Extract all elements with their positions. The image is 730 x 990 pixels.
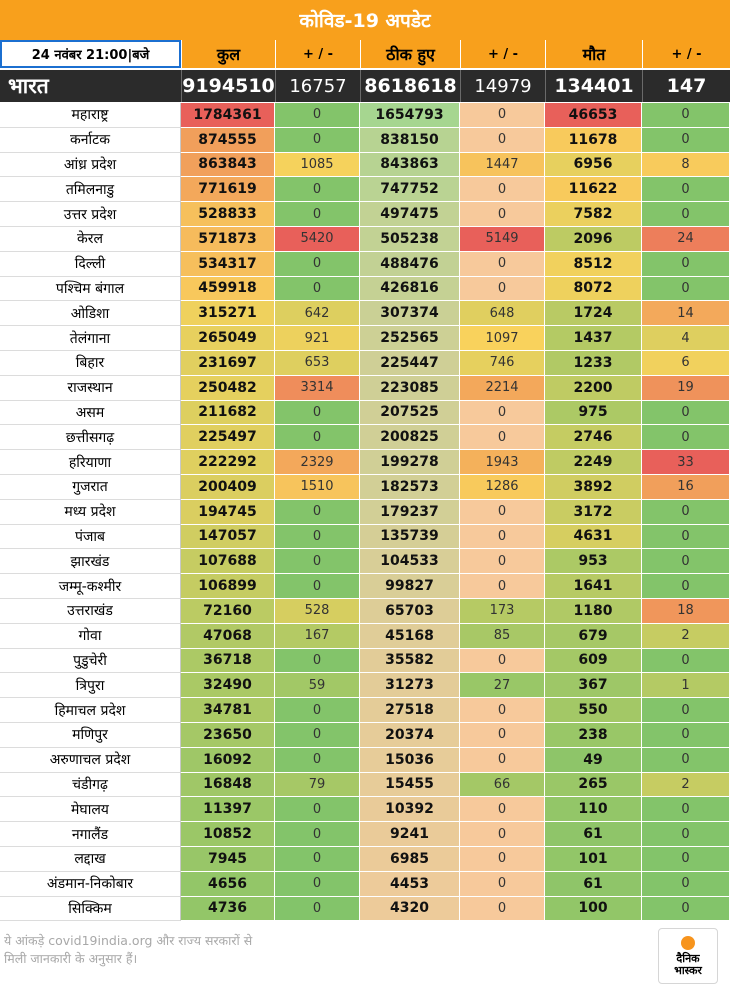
total-cases: 863843 — [181, 153, 275, 178]
deaths-delta: 0 — [642, 822, 730, 847]
state-name: आंध्र प्रदेश — [0, 153, 181, 178]
recovered: 838150 — [360, 128, 460, 153]
state-name: कर्नाटक — [0, 128, 181, 153]
total-delta: 0 — [275, 103, 360, 128]
total-delta: 1085 — [275, 153, 360, 178]
recovered-delta: 0 — [460, 277, 545, 302]
recovered: 426816 — [360, 277, 460, 302]
table-row — [0, 872, 730, 897]
deaths: 1641 — [545, 574, 642, 599]
state-name: बिहार — [0, 351, 181, 376]
deaths-delta: 6 — [642, 351, 730, 376]
national-recovered-delta: 14979 — [460, 70, 545, 102]
recovered: 223085 — [360, 376, 460, 401]
deaths: 8512 — [545, 252, 642, 277]
deaths-delta: 0 — [642, 797, 730, 822]
source-note — [4, 932, 344, 968]
state-name: गुजरात — [0, 475, 181, 500]
deaths: 2200 — [545, 376, 642, 401]
deaths: 100 — [545, 897, 642, 922]
recovered-delta: 648 — [460, 301, 545, 326]
recovered-delta: 1447 — [460, 153, 545, 178]
page-title: कोविड-19 अपडेट — [0, 0, 730, 40]
total-delta: 0 — [275, 401, 360, 426]
source-note-line-1: ये आंकड़े covid19india.org और राज्य सरकारों से — [4, 933, 253, 948]
table-row — [0, 351, 730, 376]
table-row — [0, 401, 730, 426]
state-name: उत्तराखंड — [0, 599, 181, 624]
deaths: 7582 — [545, 202, 642, 227]
total-delta: 3314 — [275, 376, 360, 401]
logo-line-1: दैनिक — [676, 951, 700, 965]
deaths: 110 — [545, 797, 642, 822]
total-cases: 34781 — [181, 698, 275, 723]
dainik-bhaskar-logo — [658, 928, 718, 984]
total-delta: 0 — [275, 723, 360, 748]
deaths: 1233 — [545, 351, 642, 376]
table-row — [0, 500, 730, 525]
deaths-delta: 0 — [642, 425, 730, 450]
deaths-delta: 0 — [642, 103, 730, 128]
table-row — [0, 475, 730, 500]
table-row — [0, 128, 730, 153]
table-row — [0, 698, 730, 723]
deaths-delta: 2 — [642, 773, 730, 798]
state-name: लद्दाख — [0, 847, 181, 872]
total-delta: 0 — [275, 574, 360, 599]
total-cases: 23650 — [181, 723, 275, 748]
table-row — [0, 252, 730, 277]
total-cases: 200409 — [181, 475, 275, 500]
state-name: अरुणाचल प्रदेश — [0, 748, 181, 773]
total-cases: 11397 — [181, 797, 275, 822]
total-delta: 2329 — [275, 450, 360, 475]
recovered-delta: 0 — [460, 748, 545, 773]
total-delta: 0 — [275, 549, 360, 574]
total-delta: 0 — [275, 128, 360, 153]
recovered: 4453 — [360, 872, 460, 897]
deaths-delta: 2 — [642, 624, 730, 649]
recovered: 207525 — [360, 401, 460, 426]
total-cases: 534317 — [181, 252, 275, 277]
recovered-delta: 0 — [460, 177, 545, 202]
deaths-delta: 0 — [642, 277, 730, 302]
deaths: 11622 — [545, 177, 642, 202]
recovered-delta: 0 — [460, 425, 545, 450]
deaths-delta: 0 — [642, 847, 730, 872]
recovered-delta: 0 — [460, 649, 545, 674]
total-delta: 0 — [275, 822, 360, 847]
table-row — [0, 153, 730, 178]
table-row — [0, 797, 730, 822]
total-cases: 1784361 — [181, 103, 275, 128]
state-name: हिमाचल प्रदेश — [0, 698, 181, 723]
deaths-delta: 0 — [642, 128, 730, 153]
recovered: 307374 — [360, 301, 460, 326]
deaths-delta: 24 — [642, 227, 730, 252]
total-cases: 4736 — [181, 897, 275, 922]
state-name: छत्तीसगढ़ — [0, 425, 181, 450]
deaths: 6956 — [545, 153, 642, 178]
recovered: 505238 — [360, 227, 460, 252]
national-total-delta: 16757 — [275, 70, 360, 102]
deaths-delta: 16 — [642, 475, 730, 500]
total-cases: 16848 — [181, 773, 275, 798]
recovered: 27518 — [360, 698, 460, 723]
total-cases: 16092 — [181, 748, 275, 773]
deaths-delta: 0 — [642, 202, 730, 227]
recovered: 1654793 — [360, 103, 460, 128]
recovered-delta: 0 — [460, 574, 545, 599]
deaths: 61 — [545, 872, 642, 897]
total-delta: 921 — [275, 326, 360, 351]
table-row — [0, 177, 730, 202]
table-row — [0, 450, 730, 475]
deaths-delta: 0 — [642, 177, 730, 202]
recovered-delta: 66 — [460, 773, 545, 798]
national-row — [0, 70, 730, 102]
recovered-delta: 0 — [460, 797, 545, 822]
total-delta: 5420 — [275, 227, 360, 252]
table-row — [0, 103, 730, 128]
date-label: 24 नवंबर 21:00|बजे — [0, 40, 181, 68]
national-recovered: 8618618 — [360, 70, 460, 102]
state-name: झारखंड — [0, 549, 181, 574]
deaths: 11678 — [545, 128, 642, 153]
state-name: तेलंगाना — [0, 326, 181, 351]
deaths-delta: 0 — [642, 549, 730, 574]
recovered: 747752 — [360, 177, 460, 202]
deaths: 238 — [545, 723, 642, 748]
recovered-delta: 0 — [460, 897, 545, 922]
recovered-delta: 0 — [460, 525, 545, 550]
total-cases: 528833 — [181, 202, 275, 227]
table-row — [0, 227, 730, 252]
table-row — [0, 425, 730, 450]
header-recovered: ठीक हुए — [360, 40, 460, 68]
deaths-delta: 0 — [642, 872, 730, 897]
recovered: 182573 — [360, 475, 460, 500]
table-row — [0, 649, 730, 674]
state-name: अंडमान-निकोबार — [0, 872, 181, 897]
recovered-delta: 1943 — [460, 450, 545, 475]
state-name: त्रिपुरा — [0, 673, 181, 698]
total-delta: 0 — [275, 649, 360, 674]
header-recovered-delta: + / - — [460, 40, 545, 68]
total-delta: 167 — [275, 624, 360, 649]
state-name: उत्तर प्रदेश — [0, 202, 181, 227]
recovered-delta: 1097 — [460, 326, 545, 351]
deaths-delta: 0 — [642, 897, 730, 922]
table-row — [0, 202, 730, 227]
state-name: पंजाब — [0, 525, 181, 550]
recovered: 104533 — [360, 549, 460, 574]
total-cases: 231697 — [181, 351, 275, 376]
table-row — [0, 525, 730, 550]
source-note-line-2: मिली जानकारी के अनुसार हैं। — [4, 951, 138, 966]
deaths: 679 — [545, 624, 642, 649]
deaths-delta: 19 — [642, 376, 730, 401]
table-row — [0, 624, 730, 649]
state-name: पुडुचेरी — [0, 649, 181, 674]
recovered: 252565 — [360, 326, 460, 351]
deaths: 1437 — [545, 326, 642, 351]
total-delta: 0 — [275, 500, 360, 525]
total-delta: 79 — [275, 773, 360, 798]
table-row — [0, 301, 730, 326]
table-row — [0, 277, 730, 302]
deaths: 1180 — [545, 599, 642, 624]
total-cases: 4656 — [181, 872, 275, 897]
deaths-delta: 0 — [642, 500, 730, 525]
recovered: 4320 — [360, 897, 460, 922]
total-delta: 1510 — [275, 475, 360, 500]
recovered: 65703 — [360, 599, 460, 624]
recovered: 135739 — [360, 525, 460, 550]
total-cases: 7945 — [181, 847, 275, 872]
deaths-delta: 1 — [642, 673, 730, 698]
state-name: गोवा — [0, 624, 181, 649]
deaths: 8072 — [545, 277, 642, 302]
recovered: 179237 — [360, 500, 460, 525]
recovered: 9241 — [360, 822, 460, 847]
total-delta: 0 — [275, 698, 360, 723]
recovered-delta: 0 — [460, 500, 545, 525]
recovered-delta: 0 — [460, 847, 545, 872]
header-deaths: मौत — [545, 40, 642, 68]
recovered-delta: 0 — [460, 822, 545, 847]
total-cases: 315271 — [181, 301, 275, 326]
deaths-delta: 0 — [642, 698, 730, 723]
deaths-delta: 18 — [642, 599, 730, 624]
table-row — [0, 773, 730, 798]
table-row — [0, 748, 730, 773]
total-cases: 36718 — [181, 649, 275, 674]
total-delta: 653 — [275, 351, 360, 376]
recovered: 45168 — [360, 624, 460, 649]
total-cases: 225497 — [181, 425, 275, 450]
total-delta: 642 — [275, 301, 360, 326]
recovered-delta: 1286 — [460, 475, 545, 500]
table-row — [0, 847, 730, 872]
table-row — [0, 723, 730, 748]
deaths: 609 — [545, 649, 642, 674]
total-cases: 10852 — [181, 822, 275, 847]
total-delta: 528 — [275, 599, 360, 624]
recovered: 200825 — [360, 425, 460, 450]
deaths: 975 — [545, 401, 642, 426]
state-name: मणिपुर — [0, 723, 181, 748]
recovered-delta: 0 — [460, 103, 545, 128]
total-cases: 771619 — [181, 177, 275, 202]
national-name: भारत — [8, 74, 49, 98]
recovered-delta: 0 — [460, 549, 545, 574]
recovered: 31273 — [360, 673, 460, 698]
recovered-delta: 2214 — [460, 376, 545, 401]
state-name: केरल — [0, 227, 181, 252]
state-name: ओडिशा — [0, 301, 181, 326]
logo-line-2: भास्कर — [674, 963, 702, 977]
deaths-delta: 0 — [642, 574, 730, 599]
recovered-delta: 85 — [460, 624, 545, 649]
state-name: सिक्किम — [0, 897, 181, 922]
total-delta: 0 — [275, 425, 360, 450]
header-total-delta: + / - — [275, 40, 360, 68]
table-row — [0, 897, 730, 922]
total-delta: 0 — [275, 797, 360, 822]
recovered-delta: 0 — [460, 252, 545, 277]
state-name: मध्य प्रदेश — [0, 500, 181, 525]
national-deaths: 134401 — [545, 70, 642, 102]
total-cases: 265049 — [181, 326, 275, 351]
deaths-delta: 4 — [642, 326, 730, 351]
deaths: 3892 — [545, 475, 642, 500]
deaths: 2096 — [545, 227, 642, 252]
deaths-delta: 0 — [642, 401, 730, 426]
total-cases: 32490 — [181, 673, 275, 698]
deaths: 3172 — [545, 500, 642, 525]
total-delta: 0 — [275, 252, 360, 277]
total-cases: 194745 — [181, 500, 275, 525]
deaths: 953 — [545, 549, 642, 574]
total-cases: 250482 — [181, 376, 275, 401]
total-cases: 72160 — [181, 599, 275, 624]
state-name: राजस्थान — [0, 376, 181, 401]
deaths: 46653 — [545, 103, 642, 128]
recovered: 497475 — [360, 202, 460, 227]
header-deaths-delta: + / - — [642, 40, 730, 68]
deaths: 2249 — [545, 450, 642, 475]
national-deaths-delta: 147 — [642, 70, 730, 102]
recovered-delta: 0 — [460, 401, 545, 426]
recovered: 488476 — [360, 252, 460, 277]
sun-icon — [681, 936, 695, 950]
table-row — [0, 673, 730, 698]
total-delta: 0 — [275, 525, 360, 550]
deaths-delta: 0 — [642, 723, 730, 748]
recovered-delta: 27 — [460, 673, 545, 698]
deaths-delta: 33 — [642, 450, 730, 475]
deaths: 550 — [545, 698, 642, 723]
total-delta: 0 — [275, 872, 360, 897]
total-delta: 0 — [275, 202, 360, 227]
recovered: 10392 — [360, 797, 460, 822]
state-name: पश्चिम बंगाल — [0, 277, 181, 302]
state-name: तमिलनाडु — [0, 177, 181, 202]
deaths-delta: 0 — [642, 748, 730, 773]
total-cases: 107688 — [181, 549, 275, 574]
recovered: 843863 — [360, 153, 460, 178]
table-row — [0, 549, 730, 574]
deaths-delta: 14 — [642, 301, 730, 326]
total-cases: 147057 — [181, 525, 275, 550]
total-cases: 211682 — [181, 401, 275, 426]
state-name: हरियाणा — [0, 450, 181, 475]
total-cases: 47068 — [181, 624, 275, 649]
recovered: 15455 — [360, 773, 460, 798]
header-total: कुल — [181, 40, 275, 68]
recovered-delta: 0 — [460, 723, 545, 748]
deaths: 4631 — [545, 525, 642, 550]
recovered: 35582 — [360, 649, 460, 674]
deaths: 49 — [545, 748, 642, 773]
recovered-delta: 746 — [460, 351, 545, 376]
recovered: 225447 — [360, 351, 460, 376]
total-delta: 0 — [275, 177, 360, 202]
recovered: 199278 — [360, 450, 460, 475]
recovered: 20374 — [360, 723, 460, 748]
recovered-delta: 173 — [460, 599, 545, 624]
total-delta: 0 — [275, 897, 360, 922]
table-row — [0, 822, 730, 847]
recovered-delta: 0 — [460, 698, 545, 723]
recovered: 99827 — [360, 574, 460, 599]
deaths: 265 — [545, 773, 642, 798]
table-row — [0, 376, 730, 401]
state-name: मेघालय — [0, 797, 181, 822]
deaths: 61 — [545, 822, 642, 847]
total-cases: 106899 — [181, 574, 275, 599]
column-header-row — [0, 40, 730, 68]
deaths: 1724 — [545, 301, 642, 326]
state-name: असम — [0, 401, 181, 426]
table-row — [0, 599, 730, 624]
national-total: 9194510 — [181, 70, 275, 102]
total-cases: 222292 — [181, 450, 275, 475]
state-name: चंडीगढ़ — [0, 773, 181, 798]
recovered: 6985 — [360, 847, 460, 872]
deaths-delta: 0 — [642, 649, 730, 674]
recovered-delta: 5149 — [460, 227, 545, 252]
recovered-delta: 0 — [460, 128, 545, 153]
state-name: नगालैंड — [0, 822, 181, 847]
deaths-delta: 0 — [642, 525, 730, 550]
table-row — [0, 326, 730, 351]
table-row — [0, 574, 730, 599]
total-delta: 0 — [275, 748, 360, 773]
deaths-delta: 0 — [642, 252, 730, 277]
deaths-delta: 8 — [642, 153, 730, 178]
state-name: महाराष्ट्र — [0, 103, 181, 128]
deaths: 367 — [545, 673, 642, 698]
total-cases: 874555 — [181, 128, 275, 153]
recovered-delta: 0 — [460, 202, 545, 227]
state-table — [0, 103, 730, 921]
total-cases: 571873 — [181, 227, 275, 252]
total-delta: 0 — [275, 277, 360, 302]
total-delta: 0 — [275, 847, 360, 872]
state-name: दिल्ली — [0, 252, 181, 277]
total-delta: 59 — [275, 673, 360, 698]
recovered-delta: 0 — [460, 872, 545, 897]
state-name: जम्मू-कश्मीर — [0, 574, 181, 599]
deaths: 101 — [545, 847, 642, 872]
total-cases: 459918 — [181, 277, 275, 302]
recovered: 15036 — [360, 748, 460, 773]
deaths: 2746 — [545, 425, 642, 450]
